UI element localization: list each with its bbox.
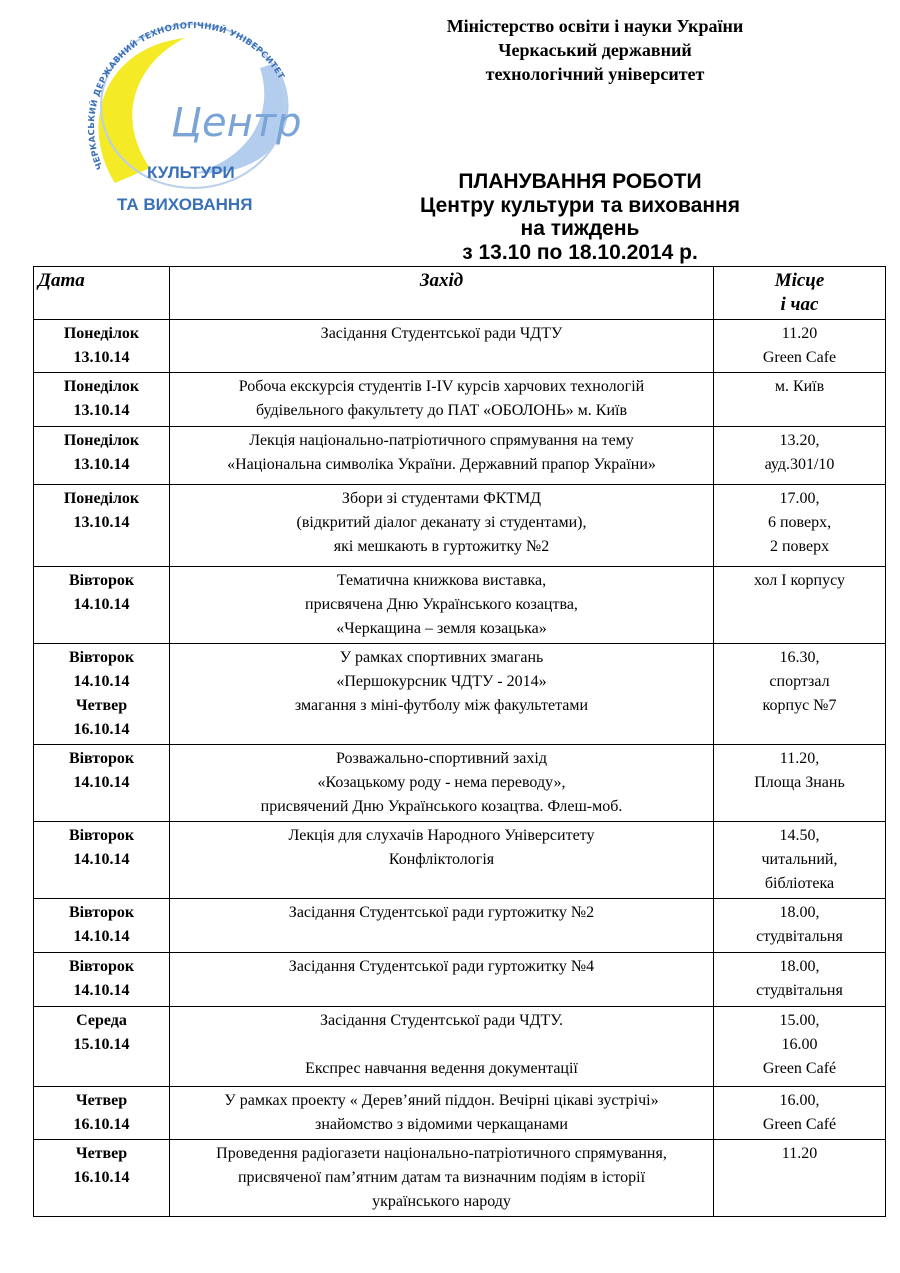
table-row — [34, 899, 886, 953]
title-line: з 13.10 по 18.10.2014 р. — [462, 240, 698, 264]
event-cell-line: знайомство з відомими черкащанами — [315, 1116, 568, 1133]
event-cell-line: Збори зі студентами ФКТМД — [341, 490, 542, 507]
event-cell-line: Розважально-спортивний захід — [336, 750, 547, 767]
date-cell — [34, 953, 170, 1007]
place-cell — [714, 1007, 886, 1087]
logo-ring-text: ЧЕРКАСЬКИЙ ДЕРЖАВНИЙ ТЕХНОЛОГІЧНИЙ УНІВЕРСИТЕТ — [87, 21, 287, 171]
place-cell-line: читальний, — [761, 851, 838, 868]
date-cell-line: Вівторок — [68, 649, 135, 666]
ministry-line: технологічний університет — [485, 64, 705, 84]
date-cell — [34, 1140, 170, 1217]
date-cell — [34, 567, 170, 644]
logo-word-center: Центр — [171, 100, 302, 146]
date-cell-line: Середа — [76, 1012, 127, 1029]
event-cell-line: українського народу — [372, 1193, 511, 1210]
event-cell — [170, 745, 714, 822]
ministry-line: Черкаський державний — [498, 40, 692, 60]
event-cell-line: Тематична книжкова виставка, — [336, 572, 547, 589]
date-cell-line: 14.10.14 — [73, 774, 130, 791]
date-cell-line: Понеділок — [63, 325, 140, 342]
event-cell-line: будівельного факультету до ПАТ «ОБОЛОНЬ» м. Київ — [255, 402, 628, 419]
date-cell-line: 13.10.14 — [73, 349, 130, 366]
date-cell — [34, 1087, 170, 1140]
event-cell-line: присвяченої пам’ятним датам та визначним подіям в історії — [237, 1169, 646, 1186]
date-cell-line: 14.10.14 — [73, 982, 130, 999]
place-cell-line: 11.20, — [779, 750, 820, 767]
place-cell-line: студвітальня — [756, 982, 843, 999]
date-cell-line: 14.10.14 — [73, 928, 130, 945]
event-cell-line — [174, 1033, 709, 1057]
event-cell-line: Засідання Студентської ради гуртожитку №2 — [288, 904, 595, 921]
ministry-header — [330, 14, 860, 86]
event-cell — [170, 320, 714, 373]
place-cell-line: студвітальня — [756, 928, 843, 945]
event-cell-line: У рамках проекту « Дерев’яний піддон. Вечірні цікаві зустрічі» — [224, 1092, 659, 1109]
date-cell-line: Понеділок — [63, 432, 140, 449]
date-cell-line: 13.10.14 — [73, 456, 130, 473]
place-cell-line: Green Café — [762, 1060, 837, 1077]
event-cell — [170, 899, 714, 953]
place-cell — [714, 953, 886, 1007]
event-cell — [170, 1087, 714, 1140]
date-cell-line: 16.10.14 — [73, 1169, 130, 1186]
table-row — [34, 1087, 886, 1140]
event-cell-line: Засідання Студентської ради ЧДТУ. — [319, 1012, 564, 1029]
date-cell-line: Понеділок — [63, 378, 140, 395]
place-cell — [714, 899, 886, 953]
event-cell-line: Лекція для слухачів Народного Університету — [288, 827, 595, 844]
place-cell-line: Площа Знань — [754, 774, 845, 791]
document-title — [330, 170, 830, 264]
date-cell — [34, 644, 170, 745]
event-cell — [170, 1140, 714, 1217]
title-line: на тиждень — [520, 217, 640, 240]
event-cell — [170, 567, 714, 644]
place-cell-line: 2 поверх — [769, 538, 830, 555]
event-cell — [170, 644, 714, 745]
place-cell-line: 16.00, — [779, 1092, 820, 1109]
event-cell-line: присвячений Дню Українського козацтва. Флеш-моб. — [260, 798, 623, 815]
date-cell-line: Четвер — [75, 1145, 128, 1162]
table-row — [34, 567, 886, 644]
date-cell-line: Вівторок — [68, 904, 135, 921]
place-cell-line: 16.30, — [779, 649, 820, 666]
header-place: Місце і час — [714, 267, 886, 320]
place-cell-line: Green Café — [762, 1116, 837, 1133]
table-row — [34, 427, 886, 485]
event-cell — [170, 427, 714, 485]
date-cell — [34, 485, 170, 567]
place-cell-line: 18.00, — [779, 958, 820, 975]
date-cell — [34, 427, 170, 485]
date-cell — [34, 899, 170, 953]
table-row — [34, 320, 886, 373]
place-cell-line: спортзал — [769, 673, 830, 690]
header-date: Дата — [34, 267, 170, 320]
date-cell-line: Понеділок — [63, 490, 140, 507]
event-cell-line: Конфліктологія — [388, 851, 495, 868]
event-cell-line: Лекція національно-патріотичного спрямування на тему — [249, 432, 634, 449]
logo-word-upbringing: ТА ВИХОВАННЯ — [117, 195, 253, 214]
place-cell — [714, 320, 886, 373]
table-row — [34, 953, 886, 1007]
date-cell-line: 14.10.14 — [73, 851, 130, 868]
date-cell-line: Вівторок — [68, 750, 135, 767]
date-cell-line: Четвер — [75, 697, 128, 714]
table-header-row — [34, 267, 886, 320]
place-cell-line: бібліотека — [764, 875, 835, 892]
date-cell-line: 16.10.14 — [73, 721, 130, 738]
event-cell-line: Засідання Студентської ради ЧДТУ — [320, 325, 563, 342]
center-logo — [75, 8, 305, 223]
date-cell — [34, 1007, 170, 1087]
place-cell — [714, 1087, 886, 1140]
place-cell-line: корпус №7 — [762, 697, 837, 714]
event-cell-line: «Національна символіка України. Державний прапор України» — [227, 456, 656, 473]
place-cell-line: 11.20 — [781, 1145, 818, 1162]
date-cell-line: 13.10.14 — [73, 402, 130, 419]
schedule-table — [33, 266, 886, 1217]
date-cell-line: 15.10.14 — [73, 1036, 130, 1053]
place-cell-line: Green Cafe — [762, 349, 837, 366]
date-cell-line: Вівторок — [68, 827, 135, 844]
table-row — [34, 644, 886, 745]
event-cell-line: У рамках спортивних змагань — [339, 649, 544, 666]
event-cell-line: присвячена Дню Українського козацтва, — [305, 596, 578, 613]
date-cell-line: 16.10.14 — [73, 1116, 130, 1133]
table-row — [34, 485, 886, 567]
place-cell — [714, 822, 886, 899]
place-cell-line: 17.00, — [779, 490, 820, 507]
event-cell-line: Робоча екскурсія студентів І-IV курсів харчових технологій — [238, 378, 645, 395]
date-cell-line: Четвер — [75, 1092, 128, 1109]
place-cell-line: м. Київ — [774, 378, 825, 395]
date-cell — [34, 373, 170, 427]
header-event: Захід — [170, 267, 714, 320]
event-cell-line: «Першокурсник ЧДТУ - 2014» — [336, 673, 547, 690]
place-cell — [714, 427, 886, 485]
event-cell-line: (відкритий діалог деканату зі студентами), — [296, 514, 587, 531]
place-cell-line: 6 поверх, — [767, 514, 832, 531]
date-cell-line: Вівторок — [68, 958, 135, 975]
date-cell-line: 14.10.14 — [73, 596, 130, 613]
place-cell — [714, 373, 886, 427]
event-cell — [170, 822, 714, 899]
place-cell — [714, 644, 886, 745]
event-cell-line: змагання з міні-футболу між факультетами — [294, 697, 589, 714]
event-cell-line: Проведення радіогазети національно-патріотичного спрямування, — [216, 1145, 667, 1162]
date-cell — [34, 320, 170, 373]
date-cell — [34, 745, 170, 822]
date-cell-line: 13.10.14 — [73, 514, 130, 531]
place-cell — [714, 745, 886, 822]
date-cell-line: Вівторок — [68, 572, 135, 589]
title-line: ПЛАНУВАННЯ РОБОТИ — [458, 170, 702, 193]
date-cell-line: 14.10.14 — [73, 673, 130, 690]
event-cell-line: які мешкають в гуртожитку №2 — [333, 538, 550, 555]
title-line: Центру культури та виховання — [420, 193, 740, 217]
date-cell — [34, 822, 170, 899]
event-cell — [170, 1007, 714, 1087]
table-row — [34, 373, 886, 427]
place-cell-line: 14.50, — [779, 827, 820, 844]
event-cell-line: «Черкащина – земля козацька» — [336, 620, 547, 637]
place-cell — [714, 567, 886, 644]
table-row — [34, 1007, 886, 1087]
table-row — [34, 822, 886, 899]
place-cell — [714, 485, 886, 567]
place-cell-line: 18.00, — [779, 904, 820, 921]
event-cell — [170, 953, 714, 1007]
place-cell-line: ауд.301/10 — [764, 456, 835, 473]
place-cell-line: 13.20, — [779, 432, 820, 449]
event-cell-line: Засідання Студентської ради гуртожитку №4 — [288, 958, 595, 975]
event-cell-line: Експрес навчання ведення документації — [305, 1060, 578, 1077]
table-row — [34, 745, 886, 822]
ministry-line: Міністерство освіти і науки України — [446, 16, 744, 36]
place-cell-line: 16.00 — [781, 1036, 818, 1053]
place-cell-line: 11.20 — [781, 325, 818, 342]
table-row — [34, 1140, 886, 1217]
place-cell-line: хол І корпусу — [754, 572, 845, 589]
event-cell-line: «Козацькому роду - нема переводу», — [317, 774, 566, 791]
place-cell — [714, 1140, 886, 1217]
event-cell — [170, 373, 714, 427]
event-cell — [170, 485, 714, 567]
logo-word-culture: КУЛЬТУРИ — [147, 163, 235, 182]
place-cell-line: 15.00, — [779, 1012, 820, 1029]
